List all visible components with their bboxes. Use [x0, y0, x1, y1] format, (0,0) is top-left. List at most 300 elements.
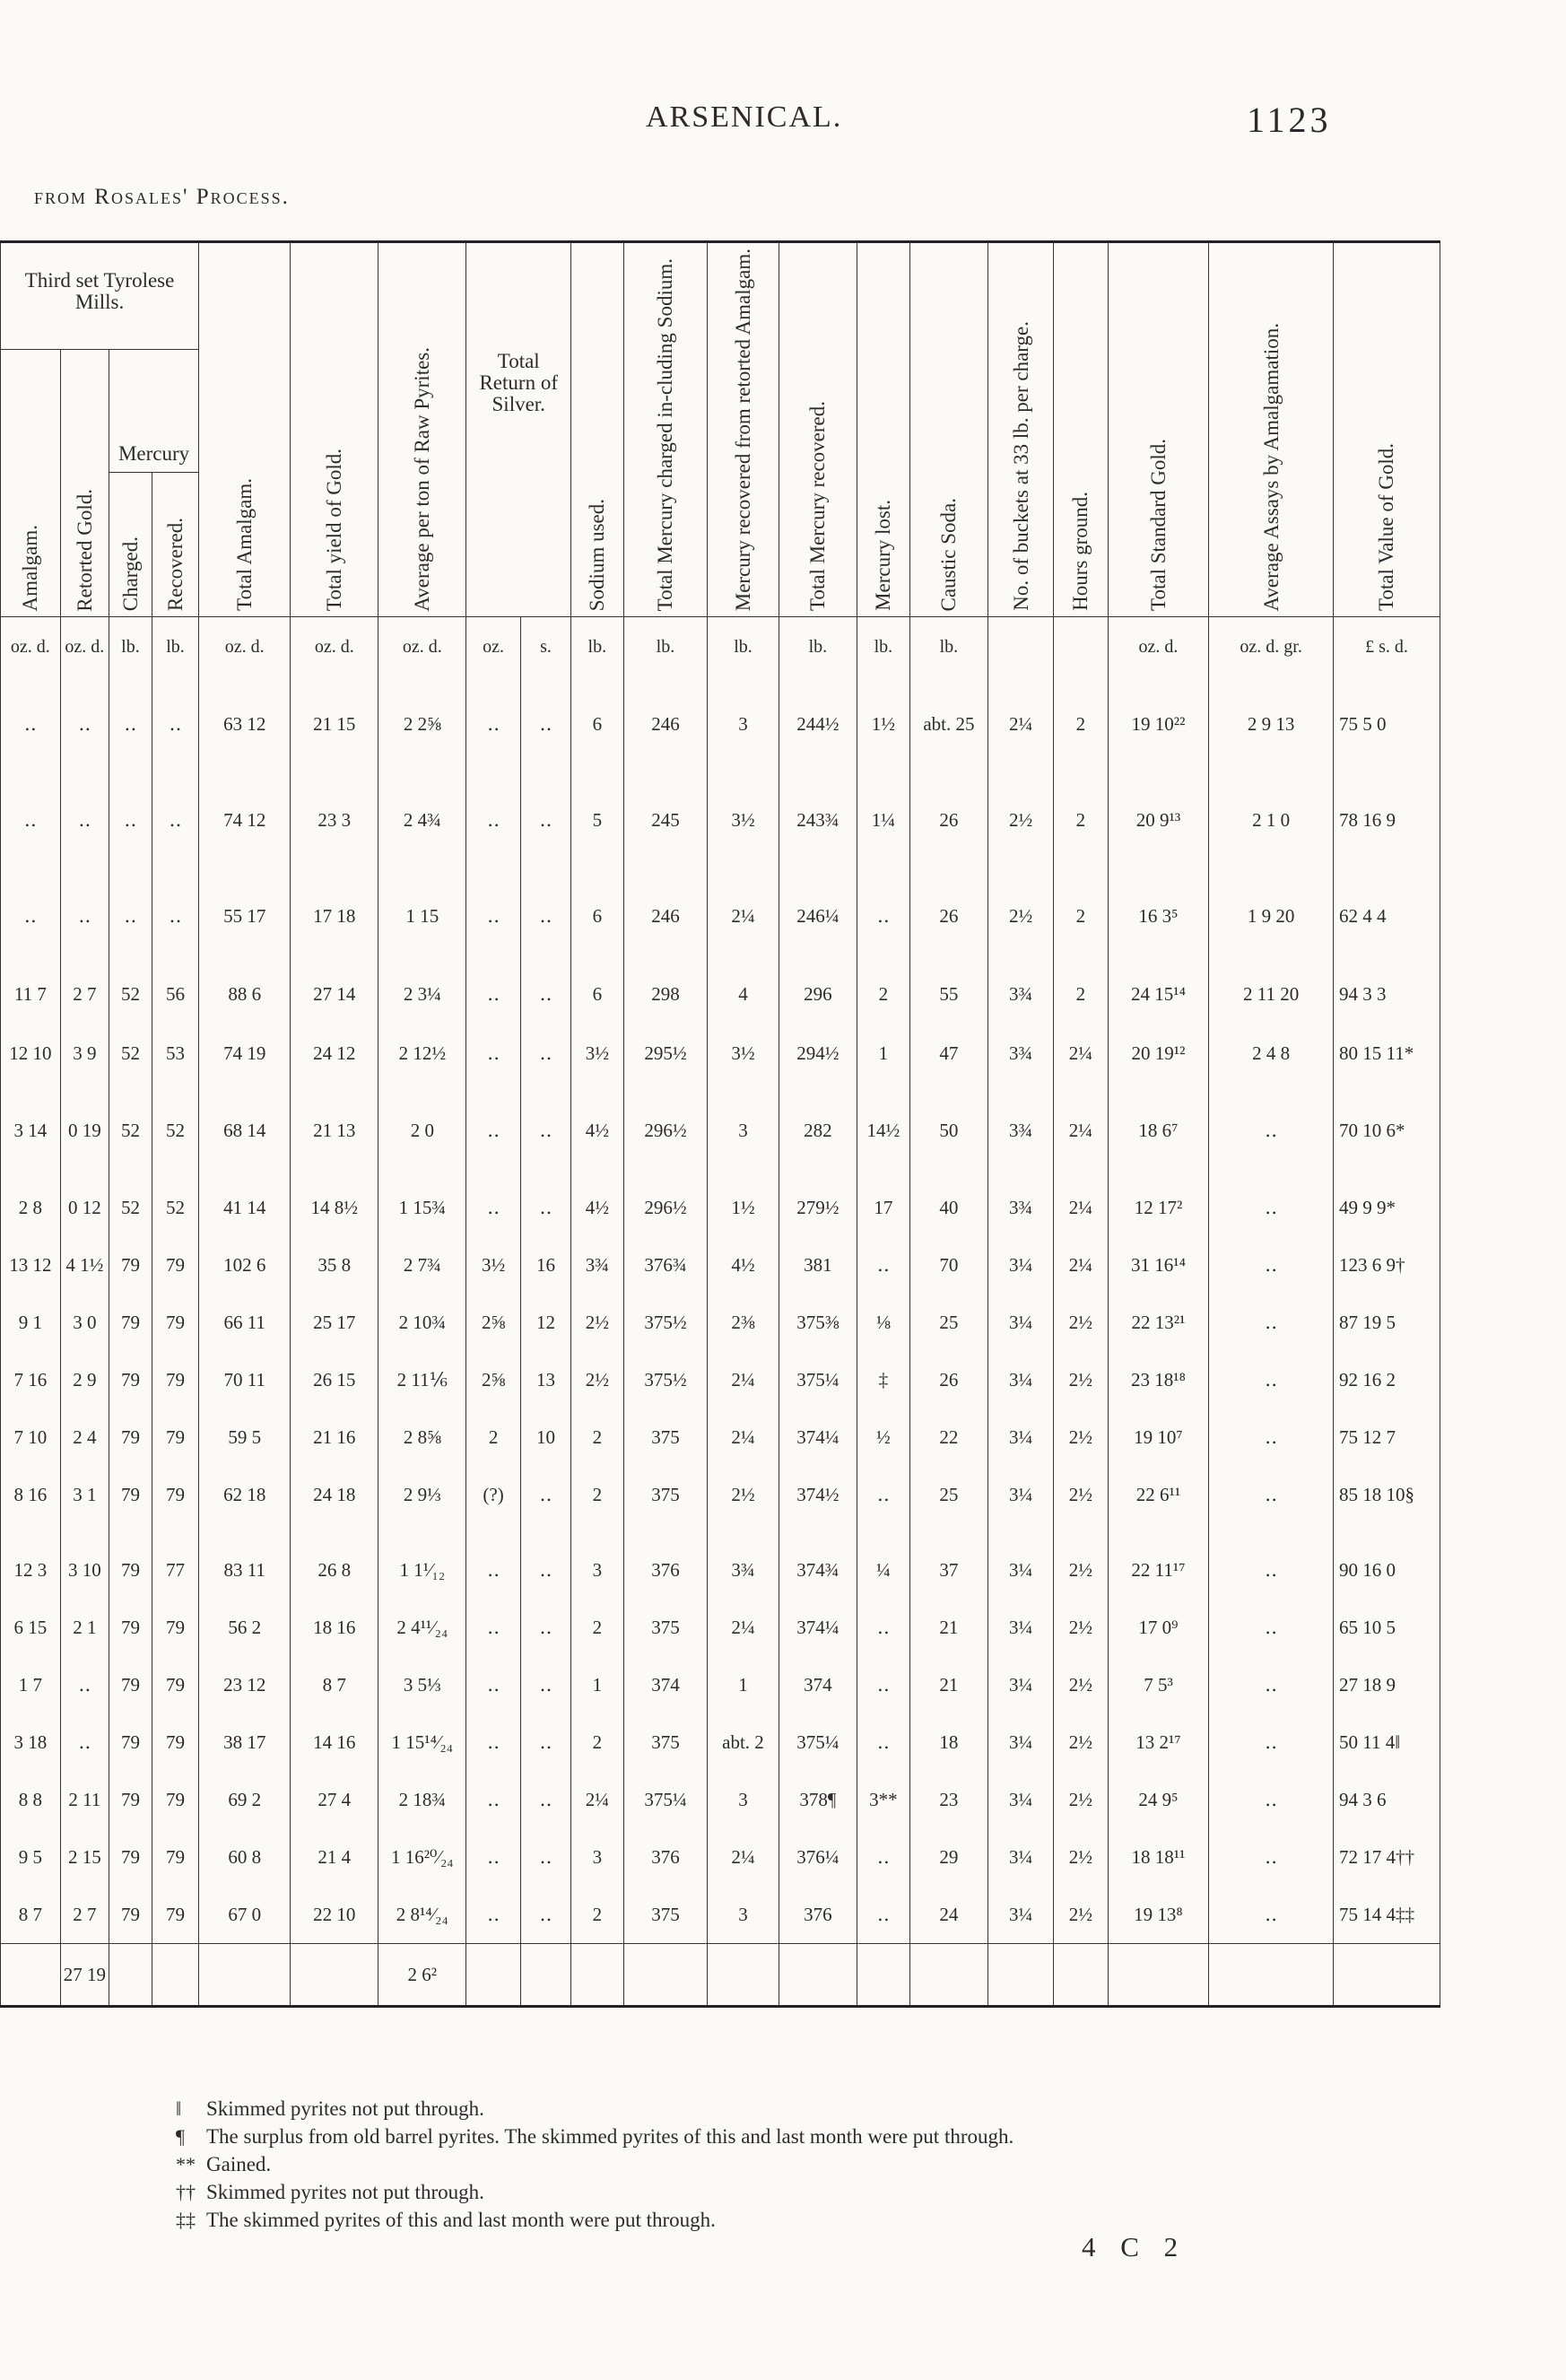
unit-cell: £ s. d. [1333, 617, 1440, 677]
cell-assays: 1 9 20 [1209, 868, 1334, 964]
cell-yield: 8 7 [291, 1656, 378, 1713]
cell-amalgam: 6 15 [1, 1599, 61, 1656]
cell-soda: 37 [909, 1541, 988, 1599]
totals-row [1, 1944, 1440, 2007]
cell-buckets: 3¼ [988, 1408, 1054, 1466]
cell-std-gold: 20 19¹² [1108, 1024, 1209, 1083]
cell-lost: ½ [857, 1408, 909, 1466]
table-row [1, 1466, 1440, 1523]
cell-tot-rec: 246¼ [779, 868, 857, 964]
cell-amalgam: 8 8 [1, 1771, 61, 1828]
cell-yield: 14 8½ [291, 1179, 378, 1236]
cell-recovered: 79 [152, 1599, 198, 1656]
header-std-gold: Total Standard Gold. [1108, 242, 1209, 617]
cell-soda: 55 [909, 964, 988, 1024]
cell-hours: 2 [1054, 868, 1108, 964]
header-hg-recovered: Recovered. [152, 473, 198, 617]
cell-hg-ret: 3¾ [708, 1541, 779, 1599]
cell-s: ‥ [520, 1466, 570, 1523]
cell-std-gold: 24 9⁵ [1108, 1771, 1209, 1828]
cell-oz: ‥ [466, 964, 520, 1024]
cell-tot-rec: 374 [779, 1656, 857, 1713]
cell-sodium: 1 [571, 1656, 623, 1713]
cell-charged: 79 [109, 1599, 152, 1656]
cell-hg-ret: 3½ [708, 772, 779, 868]
cell-sodium: 4½ [571, 1179, 623, 1236]
cell-oz: ‥ [466, 1083, 520, 1179]
cell-tot-hg: 375½ [623, 1351, 708, 1408]
cell-soda: 26 [909, 1351, 988, 1408]
table-row [1, 964, 1440, 1024]
footnotes [176, 2095, 1014, 2234]
cell-amalgam: 9 1 [1, 1294, 61, 1351]
cell-sodium: 3 [571, 1541, 623, 1599]
cell-tot-rec: 374½ [779, 1466, 857, 1523]
cell-hours: 2½ [1054, 1599, 1108, 1656]
cell-hours: 2½ [1054, 1886, 1108, 1944]
cell-charged: 79 [109, 1408, 152, 1466]
footnote [176, 2206, 1014, 2234]
table-row [1, 1599, 1440, 1656]
cell-avg: 2 7¾ [378, 1236, 466, 1294]
cell-hg-ret: 2¼ [708, 1599, 779, 1656]
signature-mark: 4 C 2 [1082, 2231, 1188, 2262]
cell-retorted: 2 7 [60, 1886, 109, 1944]
total-tot-amalgam [199, 1944, 291, 2007]
cell-recovered: 79 [152, 1351, 198, 1408]
cell-tot-rec: 378¶ [779, 1771, 857, 1828]
cell-yield: 25 17 [291, 1294, 378, 1351]
table-row [1, 676, 1440, 772]
cell-hours: 2½ [1054, 1294, 1108, 1351]
cell-oz: 2 [466, 1408, 520, 1466]
cell-assays: ‥ [1209, 1083, 1334, 1179]
footnote-text: The skimmed pyrites of this and last month were put through. [206, 2209, 716, 2231]
cell-s: ‥ [520, 1656, 570, 1713]
spacer-cell [378, 1523, 466, 1541]
cell-avg: 3 5⅓ [378, 1656, 466, 1713]
cell-avg: 2 8¹⁴⁄₂₄ [378, 1886, 466, 1944]
cell-amalgam: 8 16 [1, 1466, 61, 1523]
cell-soda: 26 [909, 772, 988, 868]
cell-buckets: 2¼ [988, 676, 1054, 772]
footnote [176, 2095, 1014, 2123]
cell-recovered: 79 [152, 1656, 198, 1713]
cell-oz: ‥ [466, 868, 520, 964]
cell-sodium: 5 [571, 772, 623, 868]
cell-std-gold: 22 11¹⁷ [1108, 1541, 1209, 1599]
cell-assays: ‥ [1209, 1541, 1334, 1599]
cell-tot-rec: 375¼ [779, 1713, 857, 1771]
cell-avg: 2 4¹¹⁄₂₄ [378, 1599, 466, 1656]
cell-buckets: 3¾ [988, 1083, 1054, 1179]
header-caustic-soda: Caustic Soda. [909, 242, 988, 617]
spacer-cell [988, 1523, 1054, 1541]
cell-assays: 2 1 0 [1209, 772, 1334, 868]
cell-yield: 23 3 [291, 772, 378, 868]
cell-sodium: 2 [571, 1886, 623, 1944]
cell-recovered: 79 [152, 1294, 198, 1351]
cell-charged: 79 [109, 1656, 152, 1713]
table-body [1, 617, 1440, 2007]
cell-yield: 26 8 [291, 1541, 378, 1599]
cell-recovered: ‥ [152, 772, 198, 868]
cell-tot-rec: 243¾ [779, 772, 857, 868]
spacer-cell [779, 1523, 857, 1541]
cell-tot-amalgam: 59 5 [199, 1408, 291, 1466]
cell-avg: 2 10¾ [378, 1294, 466, 1351]
cell-retorted: ‥ [60, 772, 109, 868]
cell-std-gold: 12 17² [1108, 1179, 1209, 1236]
cell-s: ‥ [520, 1541, 570, 1599]
header-avg-assays: Average Assays by Amalgamation. [1209, 242, 1334, 617]
cell-std-gold: 13 2¹⁷ [1108, 1713, 1209, 1771]
cell-sodium: 3½ [571, 1024, 623, 1083]
total-lost [857, 1944, 909, 2007]
cell-sodium: 6 [571, 964, 623, 1024]
cell-retorted: ‥ [60, 868, 109, 964]
cell-hours: 2½ [1054, 1541, 1108, 1599]
cell-std-gold: 19 13⁸ [1108, 1886, 1209, 1944]
cell-avg: 1 16²⁰⁄₂₄ [378, 1828, 466, 1886]
cell-soda: 21 [909, 1656, 988, 1713]
cell-sodium: 6 [571, 868, 623, 964]
spacer-cell [708, 1523, 779, 1541]
unit-cell: oz. d. [199, 617, 291, 677]
cell-buckets: 3¾ [988, 964, 1054, 1024]
cell-oz: ‥ [466, 1179, 520, 1236]
cell-tot-hg: 374 [623, 1656, 708, 1713]
cell-amalgam: 8 7 [1, 1886, 61, 1944]
table-row [1, 868, 1440, 964]
cell-amalgam: 11 7 [1, 964, 61, 1024]
cell-buckets: 3¼ [988, 1713, 1054, 1771]
cell-tot-rec: 294½ [779, 1024, 857, 1083]
footnote [176, 2123, 1014, 2150]
cell-tot-rec: 375⅜ [779, 1294, 857, 1351]
spacer-cell [1333, 1523, 1440, 1541]
footnote-mark: ‡‡ [176, 2209, 196, 2231]
cell-tot-amalgam: 23 12 [199, 1656, 291, 1713]
cell-soda: 18 [909, 1713, 988, 1771]
cell-buckets: 3¼ [988, 1828, 1054, 1886]
cell-value: 75 12 7 [1333, 1408, 1440, 1466]
cell-retorted: 4 1½ [60, 1236, 109, 1294]
cell-charged: 79 [109, 1294, 152, 1351]
cell-lost: 14½ [857, 1083, 909, 1179]
cell-avg: 2 12½ [378, 1024, 466, 1083]
cell-assays: 2 9 13 [1209, 676, 1334, 772]
table-row [1, 1713, 1440, 1771]
table-row [1, 1351, 1440, 1408]
cell-lost: ‥ [857, 1599, 909, 1656]
cell-value: 92 16 2 [1333, 1351, 1440, 1408]
total-assays [1209, 1944, 1334, 2007]
cell-hg-ret: 4½ [708, 1236, 779, 1294]
cell-charged: 52 [109, 1179, 152, 1236]
cell-std-gold: 18 18¹¹ [1108, 1828, 1209, 1886]
unit-cell: lb. [857, 617, 909, 677]
header-buckets: No. of buckets at 33 lb. per charge. [988, 242, 1054, 617]
header-total-hg-charged: Total Mercury charged in-cluding Sodium. [623, 242, 708, 617]
cell-charged: ‥ [109, 676, 152, 772]
footnote-text: The surplus from old barrel pyrites. The skimmed pyrites of this and last month were put through. [206, 2125, 1014, 2148]
table-row [1, 772, 1440, 868]
spacer-cell [109, 1523, 152, 1541]
header-sodium-used: Sodium used. [571, 242, 623, 617]
cell-hg-ret: 2¼ [708, 1408, 779, 1466]
table-row [1, 1236, 1440, 1294]
cell-assays: ‥ [1209, 1466, 1334, 1523]
unit-cell [988, 617, 1054, 677]
cell-assays: ‥ [1209, 1771, 1334, 1828]
unit-cell: lb. [909, 617, 988, 677]
cell-tot-rec: 376¼ [779, 1828, 857, 1886]
cell-yield: 21 16 [291, 1408, 378, 1466]
spacer-cell [1209, 1523, 1334, 1541]
cell-sodium: 2½ [571, 1294, 623, 1351]
cell-avg: 2 2⅝ [378, 676, 466, 772]
footnote-mark: ¶ [176, 2125, 185, 2148]
cell-amalgam: 7 16 [1, 1351, 61, 1408]
cell-tot-hg: 375 [623, 1408, 708, 1466]
cell-hours: 2¼ [1054, 1024, 1108, 1083]
table-row [1, 1541, 1440, 1599]
cell-buckets: 3¼ [988, 1236, 1054, 1294]
cell-hours: 2½ [1054, 1828, 1108, 1886]
cell-hg-ret: 3½ [708, 1024, 779, 1083]
unit-cell: lb. [708, 617, 779, 677]
cell-soda: 47 [909, 1024, 988, 1083]
cell-charged: 79 [109, 1713, 152, 1771]
cell-hours: 2½ [1054, 1771, 1108, 1828]
footnote [176, 2150, 1014, 2178]
cell-assays: 2 11 20 [1209, 964, 1334, 1024]
cell-tot-hg: 295½ [623, 1024, 708, 1083]
cell-buckets: 3¾ [988, 1179, 1054, 1236]
cell-hours: 2¼ [1054, 1083, 1108, 1179]
running-title: ARSENICAL. [646, 100, 843, 134]
cell-std-gold: 16 3⁵ [1108, 868, 1209, 964]
cell-yield: 21 15 [291, 676, 378, 772]
header-mercury: Mercury [109, 350, 198, 473]
cell-amalgam: 13 12 [1, 1236, 61, 1294]
cell-charged: 52 [109, 1024, 152, 1083]
total-hours [1054, 1944, 1108, 2007]
cell-charged: ‥ [109, 772, 152, 868]
header-avg-per-ton: Average per ton of Raw Pyrites. [378, 242, 466, 617]
cell-oz: ‥ [466, 1541, 520, 1599]
cell-oz: 3½ [466, 1236, 520, 1294]
header-amalgam: Amalgam. [1, 350, 61, 617]
cell-retorted: 2 7 [60, 964, 109, 1024]
cell-tot-rec: 374¼ [779, 1599, 857, 1656]
cell-hg-ret: 2¼ [708, 868, 779, 964]
header-hg-from-retorted: Mercury recovered from retorted Amalgam. [708, 242, 779, 617]
cell-avg: 2 0 [378, 1083, 466, 1179]
cell-soda: 25 [909, 1294, 988, 1351]
cell-recovered: ‥ [152, 868, 198, 964]
cell-yield: 24 18 [291, 1466, 378, 1523]
table-row [1, 1408, 1440, 1466]
cell-tot-hg: 296½ [623, 1179, 708, 1236]
cell-retorted: 0 19 [60, 1083, 109, 1179]
cell-oz: ‥ [466, 1771, 520, 1828]
cell-tot-rec: 279½ [779, 1179, 857, 1236]
cell-recovered: 79 [152, 1408, 198, 1466]
cell-value: 78 16 9 [1333, 772, 1440, 868]
cell-retorted: ‥ [60, 1713, 109, 1771]
cell-tot-amalgam: 74 19 [199, 1024, 291, 1083]
total-value [1333, 1944, 1440, 2007]
total-s [520, 1944, 570, 2007]
spacer-cell [199, 1523, 291, 1541]
cell-oz: ‥ [466, 1713, 520, 1771]
cell-hg-ret: 3 [708, 1771, 779, 1828]
header-hours: Hours ground. [1054, 242, 1108, 617]
cell-buckets: 3¼ [988, 1466, 1054, 1523]
cell-sodium: 4½ [571, 1083, 623, 1179]
total-tot-hg [623, 1944, 708, 2007]
cell-retorted: ‥ [60, 1656, 109, 1713]
cell-tot-amalgam: 66 11 [199, 1294, 291, 1351]
cell-recovered: 53 [152, 1024, 198, 1083]
cell-retorted: 2 15 [60, 1828, 109, 1886]
cell-avg: 2 8⅝ [378, 1408, 466, 1466]
cell-tot-hg: 246 [623, 868, 708, 964]
cell-tot-amalgam: 60 8 [199, 1828, 291, 1886]
unit-cell: lb. [571, 617, 623, 677]
cell-oz: ‥ [466, 1599, 520, 1656]
cell-charged: 79 [109, 1236, 152, 1294]
cell-assays: ‥ [1209, 1599, 1334, 1656]
cell-tot-rec: 374¾ [779, 1541, 857, 1599]
cell-assays: 2 4 8 [1209, 1024, 1334, 1083]
total-soda [909, 1944, 988, 2007]
cell-yield: 18 16 [291, 1599, 378, 1656]
cell-tot-rec: 375¼ [779, 1351, 857, 1408]
cell-charged: 52 [109, 1083, 152, 1179]
cell-tot-rec: 244½ [779, 676, 857, 772]
cell-lost: ‡ [857, 1351, 909, 1408]
footnote-mark: ** [176, 2153, 196, 2175]
table-row [1, 1656, 1440, 1713]
cell-sodium: 2 [571, 1408, 623, 1466]
table-row [1, 1083, 1440, 1179]
cell-avg: 2 3¼ [378, 964, 466, 1024]
cell-avg: 2 4¾ [378, 772, 466, 868]
cell-lost: ‥ [857, 868, 909, 964]
cell-hours: 2 [1054, 676, 1108, 772]
cell-charged: 79 [109, 1828, 152, 1886]
cell-amalgam: ‥ [1, 676, 61, 772]
cell-hg-ret: 2⅜ [708, 1294, 779, 1351]
cell-hg-ret: 3 [708, 1886, 779, 1944]
cell-oz: ‥ [466, 676, 520, 772]
cell-sodium: 2¼ [571, 1771, 623, 1828]
total-recovered [152, 1944, 198, 2007]
cell-yield: 14 16 [291, 1713, 378, 1771]
cell-tot-amalgam: 55 17 [199, 868, 291, 964]
unit-cell: s. [520, 617, 570, 677]
cell-lost: ‥ [857, 1466, 909, 1523]
cell-s: ‥ [520, 676, 570, 772]
table-header [1, 242, 1440, 617]
cell-tot-rec: 374¼ [779, 1408, 857, 1466]
cell-value: 85 18 10§ [1333, 1466, 1440, 1523]
cell-soda: 23 [909, 1771, 988, 1828]
cell-std-gold: 20 9¹³ [1108, 772, 1209, 868]
cell-sodium: 2 [571, 1599, 623, 1656]
cell-avg: 1 15¹⁴⁄₂₄ [378, 1713, 466, 1771]
cell-yield: 26 15 [291, 1351, 378, 1408]
cell-value: 75 5 0 [1333, 676, 1440, 772]
cell-assays: ‥ [1209, 1408, 1334, 1466]
cell-recovered: 52 [152, 1179, 198, 1236]
cell-tot-amalgam: 63 12 [199, 676, 291, 772]
cell-charged: 79 [109, 1771, 152, 1828]
cell-hours: 2½ [1054, 1713, 1108, 1771]
table-row [1, 1024, 1440, 1083]
cell-value: 65 10 5 [1333, 1599, 1440, 1656]
cell-tot-amalgam: 38 17 [199, 1713, 291, 1771]
cell-tot-hg: 375½ [623, 1294, 708, 1351]
cell-value: 94 3 6 [1333, 1771, 1440, 1828]
cell-tot-hg: 245 [623, 772, 708, 868]
unit-cell: oz. d. [1108, 617, 1209, 677]
cell-charged: 79 [109, 1541, 152, 1599]
table-row [1, 1828, 1440, 1886]
cell-tot-hg: 376 [623, 1541, 708, 1599]
cell-retorted: 3 9 [60, 1024, 109, 1083]
cell-tot-amalgam: 67 0 [199, 1886, 291, 1944]
cell-retorted: 3 0 [60, 1294, 109, 1351]
cell-amalgam: 12 3 [1, 1541, 61, 1599]
spacer-cell [60, 1523, 109, 1541]
cell-buckets: 3¼ [988, 1541, 1054, 1599]
spacer-cell [1, 1523, 61, 1541]
cell-s: ‥ [520, 1083, 570, 1179]
cell-recovered: 79 [152, 1236, 198, 1294]
cell-tot-amalgam: 102 6 [199, 1236, 291, 1294]
cell-lost: 1 [857, 1024, 909, 1083]
cell-hg-ret: abt. 2 [708, 1713, 779, 1771]
cell-tot-amalgam: 41 14 [199, 1179, 291, 1236]
table-row [1, 1179, 1440, 1236]
cell-tot-amalgam: 68 14 [199, 1083, 291, 1179]
footnote-mark: †† [176, 2181, 196, 2203]
cell-buckets: 3¼ [988, 1351, 1054, 1408]
cell-hours: 2¼ [1054, 1179, 1108, 1236]
cell-value: 49 9 9* [1333, 1179, 1440, 1236]
cell-yield: 22 10 [291, 1886, 378, 1944]
footnote-text: Skimmed pyrites not put through. [206, 2097, 484, 2120]
spacer-cell [291, 1523, 378, 1541]
total-buckets [988, 1944, 1054, 2007]
header-hg-charged: Charged. [109, 473, 152, 617]
cell-hg-ret: 1½ [708, 1179, 779, 1236]
cell-tot-amalgam: 56 2 [199, 1599, 291, 1656]
cell-tot-hg: 375 [623, 1466, 708, 1523]
cell-amalgam: ‥ [1, 772, 61, 868]
cell-avg: 2 9⅓ [378, 1466, 466, 1523]
cell-oz: ‥ [466, 1828, 520, 1886]
table-row [1, 1886, 1440, 1944]
cell-tot-hg: 375 [623, 1599, 708, 1656]
cell-charged: 79 [109, 1466, 152, 1523]
cell-s: ‥ [520, 1771, 570, 1828]
cell-tot-rec: 282 [779, 1083, 857, 1179]
